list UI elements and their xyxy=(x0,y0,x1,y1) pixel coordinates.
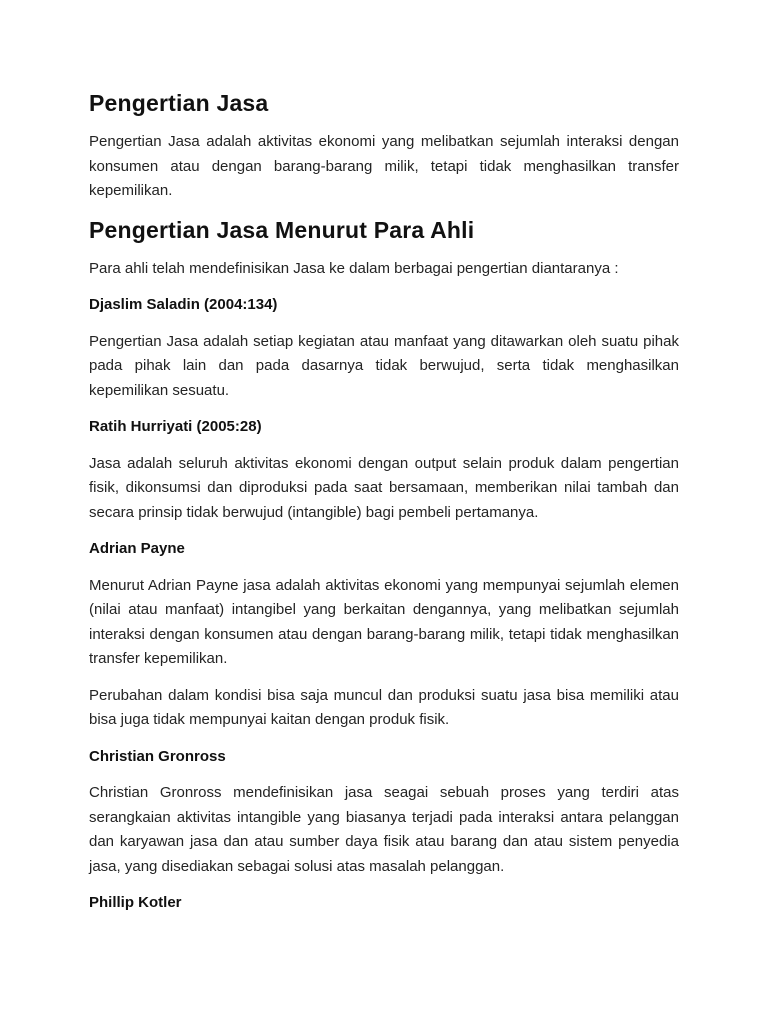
expert-heading-adrian-payne: Adrian Payne xyxy=(89,540,185,557)
expert-heading-ratih-hurriyati: Ratih Hurriyati (2005:28) xyxy=(89,418,262,435)
intro-paragraph: Pengertian Jasa adalah aktivitas ekonomi yang melibatkan sejumlah interaksi dengan konsumen atau dengan barang-barang milik, tetapi tidak menghasilkan transfer kepemilikan. xyxy=(89,133,679,199)
expert-heading-christian-gronross: Christian Gronross xyxy=(89,747,226,765)
section-title-menurut-para-ahli: Pengertian Jasa Menurut Para Ahli xyxy=(89,216,475,243)
paragraph-adrian-definition-2: Perubahan dalam kondisi bisa saja muncul dan produksi suatu jasa bisa memiliki atau bisa juga tidak mempunyai kaitan dengan produk fisik. xyxy=(89,686,679,728)
paragraph-adrian-definition-1: Menurut Adrian Payne jasa adalah aktivitas ekonomi yang mempunyai sejumlah elemen (nilai atau manfaat) intangibel yang berkaitan dengannya, yang melibatkan sejumlah interaksi dengan konsumen atau dengan barang-barang milik, tetapi tidak menghasilkan transfer kepemilikan. xyxy=(89,576,679,667)
paragraph-gronross-definition: Christian Gronross mendefinisikan jasa seagai sebuah proses yang terdiri atas serangkaian aktivitas intangible yang biasanya terjadi pada interaksi antara pelanggan dan karyawan jasa dan atau sumber daya fisik atau barang dan atau sistem penyedia jasa, yang disediakan sebagai solusi atas masalah pelanggan. xyxy=(89,784,679,875)
paragraph-ratih-definition: Jasa adalah seluruh aktivitas ekonomi dengan output selain produk dalam pengertian fisik, dikonsumsi dan diproduksi pada saat bersamaan, memberikan nilai tambah dan secara prinsip tidak berwujud (intangible) bagi pembeli pertamanya. xyxy=(89,454,679,521)
expert-heading-djaslim-saladin: Djaslim Saladin (2004:134) xyxy=(89,296,278,313)
paragraph-djaslim-definition: Pengertian Jasa adalah setiap kegiatan atau manfaat yang ditawarkan oleh suatu pihak pada pihak lain dan pada dasarnya tidak berwujud, serta tidak menghasilkan kepemilikan sesuatu. xyxy=(89,332,679,399)
section-lead-paragraph: Para ahli telah mendefinisikan Jasa ke dalam berbagai pengertian diantaranya : xyxy=(89,259,619,277)
expert-heading-phillip-kotler: Phillip Kotler xyxy=(89,894,182,911)
page-title: Pengertian Jasa xyxy=(89,90,269,116)
